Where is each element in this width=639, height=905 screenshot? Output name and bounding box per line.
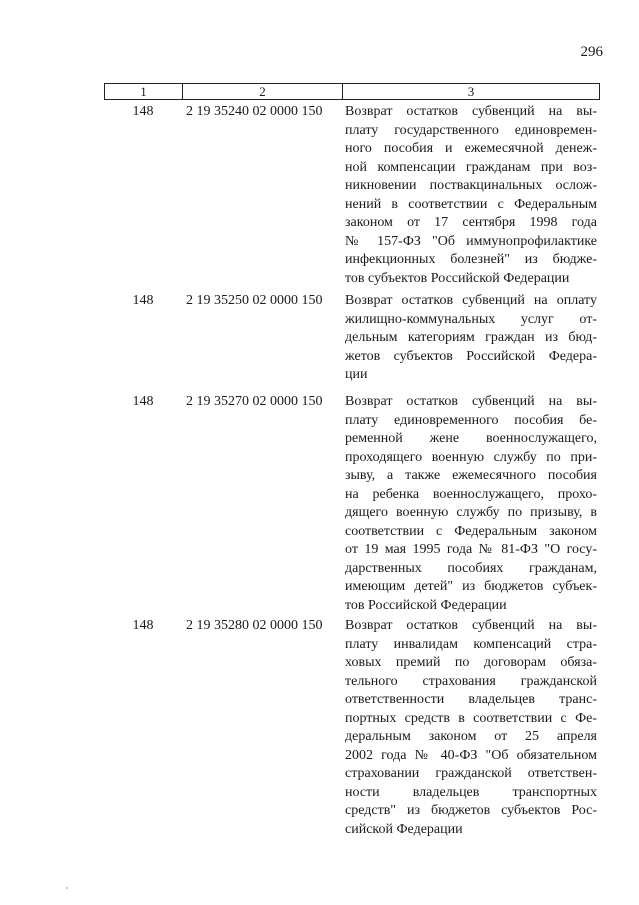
budget-code: 2 19 35270 02 0000 150 [186,394,323,409]
row-number: 148 [132,618,154,633]
description-line: жетов субъектов Российской Федера- [345,348,597,364]
description-line: имеющим детей" из бюджетов субъек- [345,579,597,594]
description-line: сийской Федерации [345,821,463,837]
table-header-col-3: 3 [467,84,475,99]
description-line: никновении поствакцинальных ослож- [345,178,597,193]
row-description [345,393,597,615]
budget-code: 2 19 35240 02 0000 150 [186,104,323,119]
table-header-col-2: 2 [183,84,343,99]
description-line: Возврат остатков субвенций на вы- [345,618,597,633]
description-line: Возврат остатков субвенций на вы- [345,104,597,119]
description-line: ременной жене военнослужащего, [345,431,597,446]
description-line: портных средств в соответствии с Фе- [345,710,597,726]
description-line: средств" из бюджетов субъектов Рос- [345,803,597,818]
row-description [345,292,597,385]
description-line: соответствии с Федеральным законом [345,523,597,539]
page-number: 296 [580,44,603,60]
description-line: тов субъектов Российской Федерации [345,270,570,286]
description-line: инфекционных болезней" из бюдже- [345,252,597,267]
description-line: тов Российской Федерации [345,597,507,613]
description-line: дельным категориям граждан из бюд- [345,330,597,345]
description-line: дящего военную службу по призыву, в [345,505,597,520]
description-line: ности владельцев транспортных [345,784,597,800]
description-line: плату инвалидам компенсаций стра- [345,636,597,652]
description-line: проходящего военную службу по при- [345,449,597,465]
description-line: 2002 года № 40-ФЗ "Об обязательном [345,747,597,763]
table-header [104,83,600,100]
description-line: ции [345,367,368,382]
description-line: ного пособия и ежемесячной денеж- [345,141,597,156]
description-line: плату единовременного пособия бе- [345,412,597,428]
description-line: ответственности владельцев транс- [345,692,597,707]
description-line: ной компенсации гражданам при воз- [345,159,597,175]
description-line: жилищно-коммунальных услуг от- [345,311,597,327]
description-line: дарственных пособиях гражданам, [345,560,597,576]
description-line: от 19 мая 1995 года № 81-ФЗ "О госу- [345,542,597,557]
budget-code: 2 19 35280 02 0000 150 [186,618,323,633]
description-line: нений в соответствии с Федеральным [345,196,597,212]
table-header-col-1: 1 [105,84,183,99]
description-line: ховых премий по договорам обяза- [345,655,597,670]
row-description [345,617,597,839]
description-line: законом от 17 сентября 1998 года [345,215,597,230]
description-line: деральным законом от 25 апреля [345,729,597,744]
description-line: тельного страхования гражданской [345,673,597,689]
budget-code: 2 19 35250 02 0000 150 [186,293,323,308]
description-line: на ребенка военнослужащего, прохо- [345,486,597,502]
row-number: 148 [132,104,154,119]
row-description [345,103,597,288]
description-line: Возврат остатков субвенций на оплату [345,293,597,308]
description-line: № 157-ФЗ "Об иммунопрофилактике [345,233,597,249]
scan-speck [66,887,68,889]
row-number: 148 [132,293,154,308]
description-line: плату государственного единовремен- [345,122,597,138]
description-line: Возврат остатков субвенций на вы- [345,394,597,409]
description-line: страховании гражданской ответствен- [345,766,597,781]
row-number: 148 [132,394,154,409]
description-line: зыву, а также ежемесячного пособия [345,468,597,483]
